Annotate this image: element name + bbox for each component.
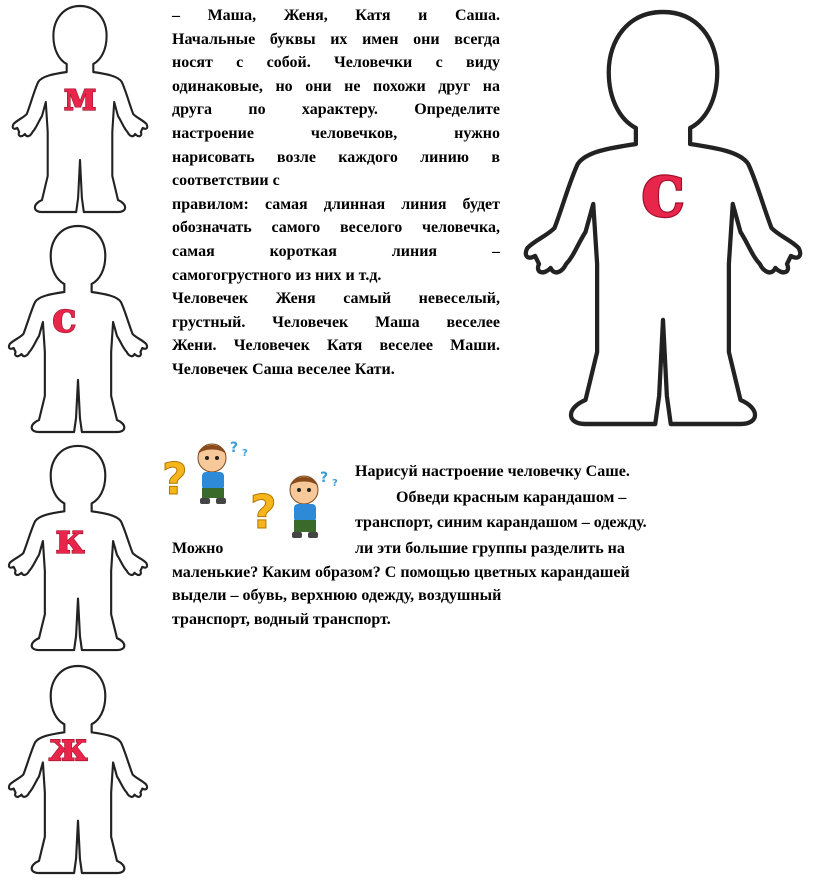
- task1-line: правилом: самая длинная линия будет: [172, 195, 500, 213]
- task1-line: настроение человечков, нужно: [172, 124, 500, 142]
- letter-s: с: [51, 292, 77, 343]
- task1-line: одинаковые, но они не похожи друг на: [172, 77, 500, 95]
- task2-line: маленькие? Каким образом? С помощью цветных карандашей: [172, 564, 630, 581]
- figure-masha: [4, 0, 156, 220]
- task2-line: Можно: [172, 540, 224, 557]
- letter-s-large: с: [640, 144, 686, 235]
- task1-line: – Маша, Женя, Катя и Саша.: [172, 7, 500, 24]
- svg-text:?: ?: [242, 448, 248, 459]
- figure-katya: [0, 440, 156, 658]
- task1-line: Жени. Человечек Катя веселее Маши.: [172, 337, 500, 355]
- letter-k: к: [55, 513, 85, 564]
- letter-zh: ж: [48, 723, 88, 771]
- task1-line: самогогрустного из них и т.д.: [172, 266, 382, 284]
- task2-line: транспорт, водный транспорт.: [172, 611, 391, 628]
- question-mark-small-icon: ?: [320, 470, 329, 486]
- task2-line: Обведи красным карандашом –: [396, 489, 627, 506]
- task1-line: соответствии с: [172, 172, 280, 190]
- question-mark-icon: ?: [162, 454, 188, 505]
- task2-line: выдели – обувь, верхнюю одежду, воздушный: [172, 587, 502, 604]
- figure-sasha-large: [508, 0, 816, 440]
- task2-line: Нарисуй настроение человечку Саше.: [355, 463, 630, 480]
- task1-line: Человечек Саша веселее Кати.: [172, 360, 395, 378]
- thinking-boy-illustration: [160, 436, 260, 508]
- figure-zhenya: [0, 660, 156, 881]
- question-mark-small-icon: ?: [230, 440, 239, 456]
- figure-sasha-small: [0, 220, 156, 440]
- svg-text:?: ?: [332, 478, 338, 489]
- task1-line: Человечек Женя самый невеселый,: [172, 290, 500, 308]
- task1-line: друга по характеру. Определите: [172, 101, 500, 119]
- task1-line: самая короткая линия –: [172, 242, 500, 260]
- task1-line: нарисовать возле каждого линию в: [172, 148, 500, 166]
- letter-m: м: [63, 73, 97, 121]
- thinking-boy-illustration-2: [248, 466, 348, 542]
- task2-line: ли эти большие группы разделить на: [355, 540, 625, 557]
- task1-line: обозначать самого веселого человечка,: [172, 219, 500, 237]
- task2-line: транспорт, синим карандашом – одежду.: [355, 514, 647, 531]
- task1-line: носят с собой. Человечки с виду: [172, 54, 500, 72]
- task1-line: грустный. Человечек Маша веселее: [172, 313, 500, 331]
- task1-line: Начальные буквы их имен они всегда: [172, 30, 500, 48]
- task-text-1: [172, 4, 500, 382]
- question-mark-icon: ?: [250, 485, 277, 539]
